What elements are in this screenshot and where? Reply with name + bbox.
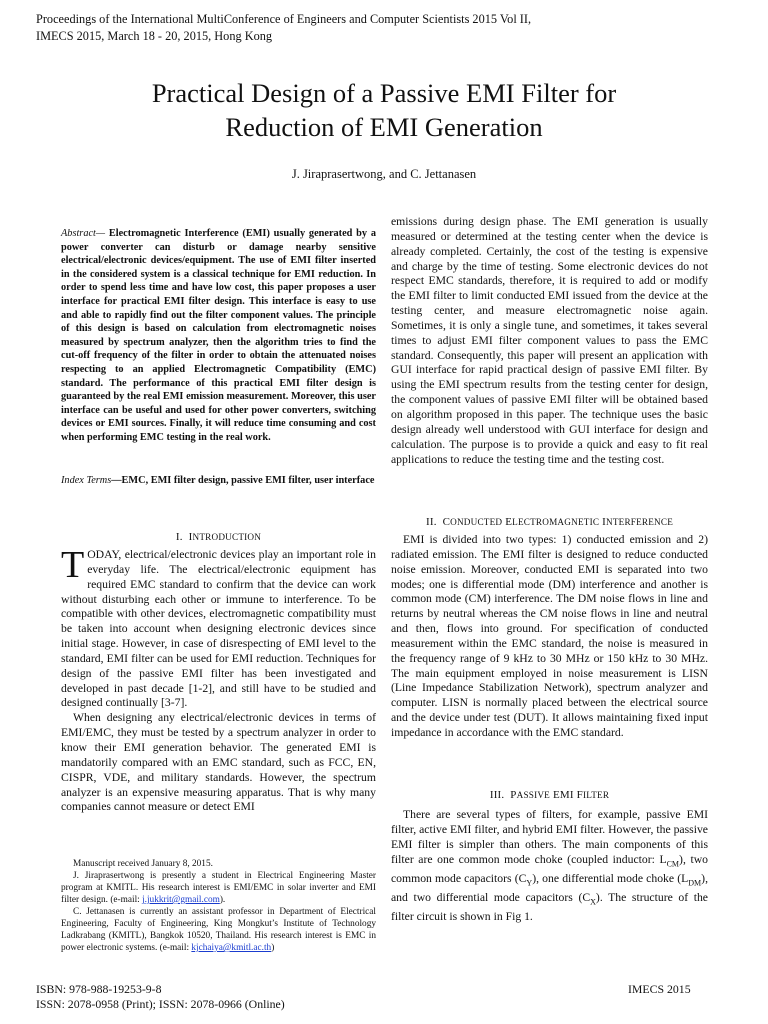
running-header-line-1: Proceedings of the International MultiConference of Engineers and Computer Scientists 2015 Vol II, <box>36 12 532 26</box>
introduction-paragraph-2: When designing any electrical/electronic devices in terms of EMI/EMC, they must be tested by a spectrum analyzer in order to know their EMI generation behavior. The generated EMI is mandatorily compared with an EMC standard, such as FCC, EN, CISPR, VDE, and military standards. However, the spectrum analyzer is an expensive measuring apparatus. That is why many companies cannot measure or detect EMI <box>61 711 376 814</box>
section-heading-introduction: I. INTRODUCTION <box>175 531 262 543</box>
paper-title <box>40 76 728 144</box>
issn-text: ISSN: 2078-0958 (Print); ISSN: 2078-0966 (Online) <box>36 997 285 1011</box>
author-2-email-link[interactable]: kjchaiya@kmitl.ac.th <box>191 943 272 953</box>
running-header <box>36 11 726 45</box>
footnote-author-1: J. Jiraprasertwong is presently a student in Electrical Engineering Master program at KMITL. His research interest is EMI/EMC in solar inverter and EMI filter design. (e-mail: j.jukkrit@gmail.com). <box>61 871 376 905</box>
drop-cap: T <box>61 544 85 586</box>
conducted-emi-paragraph: EMI is divided into two types: 1) conducted emission and 2) radiated emission. The EMI filter is designed to reduce conducted noise emission. Moreover, conducted EMI is separated into two modes; one is differential mode (DM) interference and another is common mode (CM) interference. The DM noise flows in line and returns by neutral whereas the CM noise flows in line and neutral and then, flows into ground. For specification of conducted measurement within the EMC standard, the noise is measured in the frequency range of 9 kHz to 30 MHz or 150 kHz to 30 MHz. The main equipment employed in noise measurement is LISN (Line Impedance Stabilization Network), spectrum analyzer and computer. LISN is normally placed between the electrical source and the device under test (DUT). It allows maintaining fixed input impedance in accordance with the EMC standard. <box>391 533 708 739</box>
index-terms <box>61 474 376 488</box>
section-heading-passive-filter: III. PASSIVE EMI FILTER <box>489 789 610 801</box>
introduction-body <box>61 544 376 815</box>
introduction-paragraph-1: TODAY, electrical/electronic devices play an important role in everyday life. The electrical/electronic equipment has required EMC standard to confirm that the device can work without disturbing each other or immune to interference. To be compatible with other devices, electromagnetic compatibility must be taken into account when designing electronic devices since initial stage. However, in case of disrespecting of EMI level to the standard, EMI filter can be used for EMI reduction. Techniques for design of the passive EMI filter has been investigated and developed in past decade [1-2], and still have to be studied and designed continually [3-7]. <box>61 544 376 710</box>
footnote-author-2: C. Jettanasen is currently an assistant professor in Department of Electrical Engineering, Faculty of Engineering, King Mongkut’s Institute of Technology Ladkrabang (KMITL), Bangkok 10520, Thailand. His research interest is EMC in power electronic systems. (e-mail: kjchaiya@kmitl.ac.th) <box>61 907 376 953</box>
paper-title-line-1: Practical Design of a Passive EMI Filter for <box>151 78 617 108</box>
footer-conference: IMECS 2015 <box>628 982 691 996</box>
introduction-paragraph-3: emissions during design phase. The EMI generation is usually measured or determined at the testing center when the device is already completed. Certainly, the cost of the testing is expensive and charge by the time of testing. Some electronic devices do not respect EMC standards, therefore, it is required to add or modify the EMI filter to limit conducted EMI issued from the device at the testing center, and measure electromagnetic noise again. Sometimes, it is only a single tune, and sometimes, it takes several times to adjust EMI filter component values to pass the EMC standard. Consequently, this paper will present an application with GUI interface for rapid practical design of passive EMI filter. By using the EMI spectrum results from the testing center for design, the component values of passive EMI filter will be obtained based on algorithm proposed in this paper. The technique uses the basic design already well understood with GUI interface for design and calculation. The purpose is to provide a quick and easy to fit real applications to reduce the testing time and the testing cost. <box>391 215 708 466</box>
abstract-text: Electromagnetic Interference (EMI) usually generated by a power converter can disturb or damage nearby sensitive electrical/electronic devices/equipment. The use of EMI filter inserted in the considered system is a classical technique for EMI reduction. In order to spend less time and have low cost, this paper proposes a user interface for practical EMI filter design. This interface is easy to use and able to rapidly find out the filter component values. The principle of this design is based on calculation from electromagnetic noises measured by spectrum analyzer, then the algorithm tries to find the cut-off frequency of the filter in order to obtain the attenuated noises respecting to an applied Electromagnetic Compatibility (EMC) standard. The performance of this practical EMI filter design is guaranteed by the real EMI emission measurement. Moreover, this user interface can be useful and used for other power converters, switching devices or EMI sources. Finally, it will reduce time consuming and cost when performing EMC testing in the real work. <box>61 228 376 443</box>
author-1-email-link[interactable]: j.jukkrit@gmail.com <box>142 895 220 905</box>
abstract <box>61 227 376 445</box>
footnotes <box>61 858 376 954</box>
running-header-line-2: IMECS 2015, March 18 - 20, 2015, Hong Kong <box>36 29 273 43</box>
introduction-continued <box>391 215 708 467</box>
paper-title-line-2: Reduction of EMI Generation <box>225 112 543 142</box>
abstract-label: Abstract— <box>61 228 106 239</box>
passive-filter-body <box>391 808 708 925</box>
author-list: J. Jiraprasertwong, and C. Jettanasen <box>291 167 477 181</box>
index-terms-label: Index Terms <box>61 475 112 486</box>
isbn-text: ISBN: 978-988-19253-9-8 <box>36 982 162 996</box>
section-heading-conducted-emi: II. CONDUCTED ELECTROMAGNETIC INTERFERENCE <box>425 516 674 528</box>
conducted-emi-body <box>391 533 708 741</box>
page-footer-identifiers <box>36 982 285 1012</box>
index-terms-text: —EMC, EMI filter design, passive EMI filter, user interface <box>111 475 375 486</box>
passive-filter-paragraph: There are several types of filters, for example, passive EMI filter, active EMI filter, and hybrid EMI filter. However, the passive EMI filter is simpler than others. The main components of this filter are one common mode choke (coupled inductor: $L_{CM}$), two common mode capacitors $(C_Y)$, one differential mode choke $(L_{DM})$, and two differential mode capacitors $(C_X)$. The structure of the filter circuit is shown in Fig 1. <box>391 808 708 924</box>
footnote-received: Manuscript received January 8, 2015. <box>73 859 213 869</box>
